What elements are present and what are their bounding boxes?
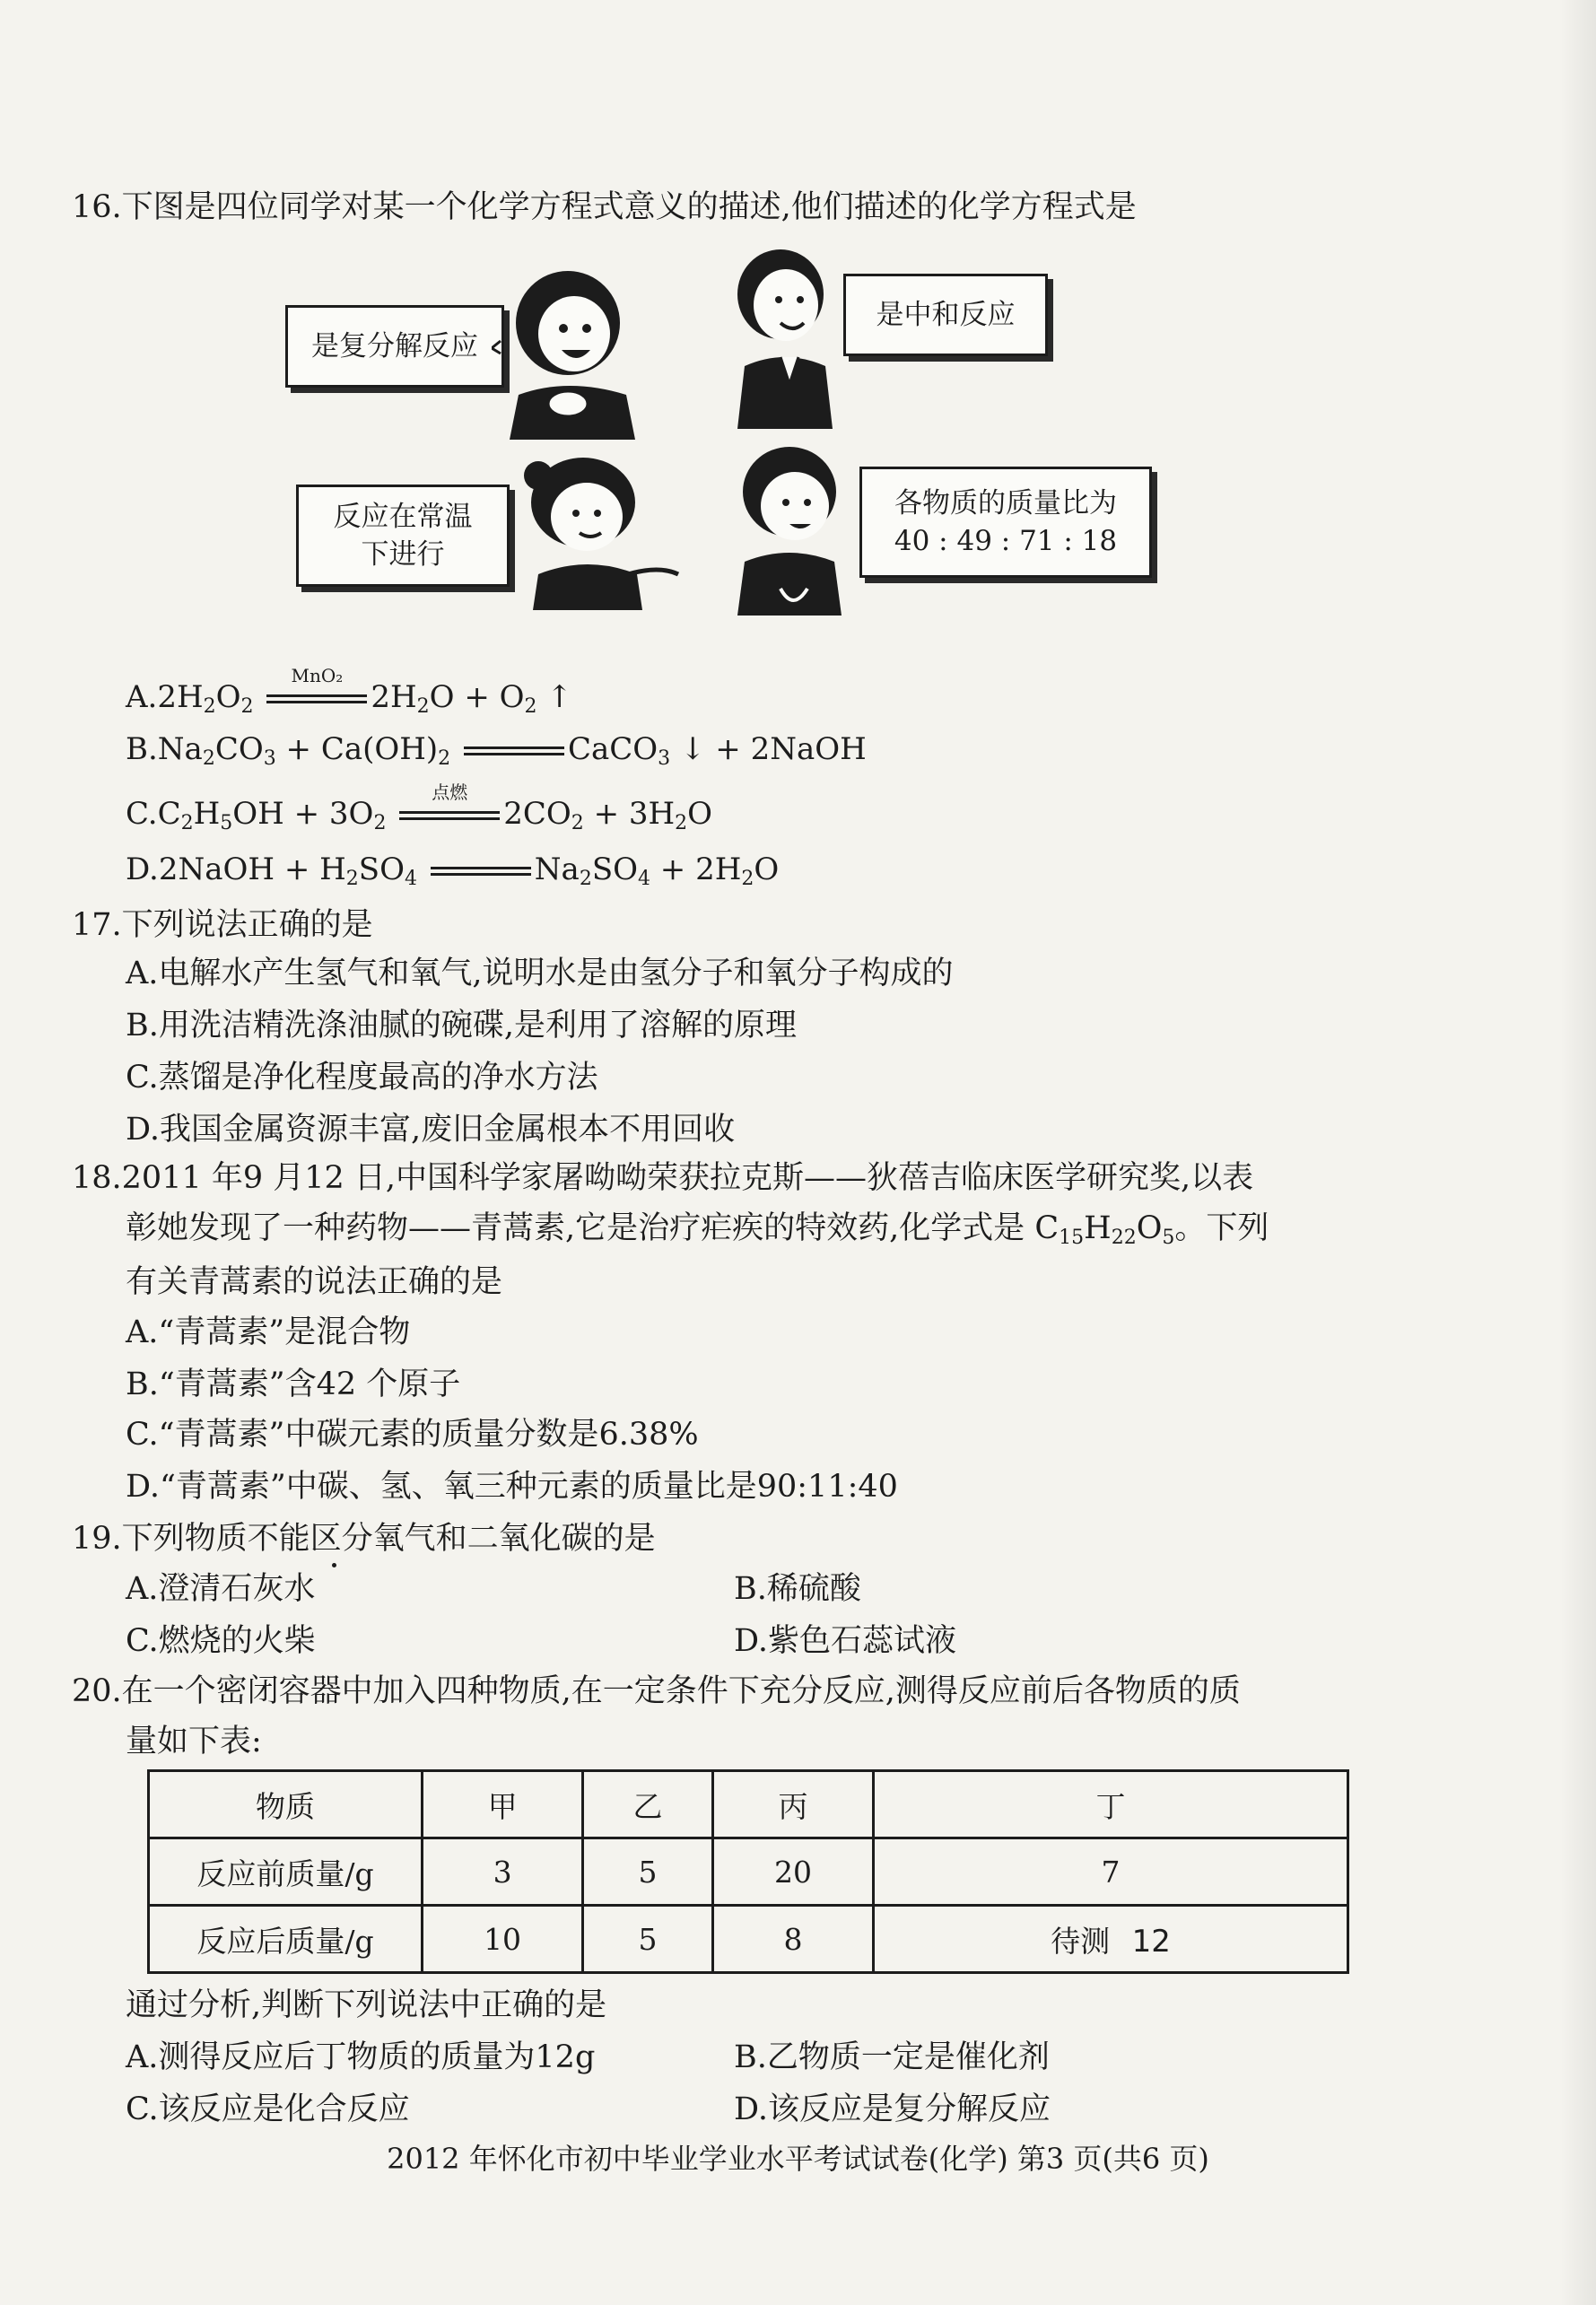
question-20-option-d: D.该反应是复分解反应: [734, 2091, 1051, 2127]
student-3-figure: [502, 440, 682, 610]
equals-sign: [427, 849, 535, 890]
table-header-cell: 丁: [874, 1771, 1348, 1838]
bubble-double-decomposition: [285, 305, 504, 388]
equals-sign-with-catalyst: MnO₂: [263, 677, 371, 718]
question-20-prompt: 通过分析,判断下列说法中正确的是: [126, 1987, 607, 2023]
table-cell: 7: [874, 1838, 1348, 1906]
question-19-option-d: D.紫色石蕊试液: [734, 1623, 956, 1659]
table-cell: 3: [423, 1838, 583, 1906]
scan-edge-shadow: [1560, 0, 1596, 2305]
question-17-option-a: A.电解水产生氢气和氧气,说明水是由氢分子和氧分子构成的: [126, 956, 954, 991]
question-18-line-3: 有关青蒿素的说法正确的是: [126, 1264, 503, 1300]
bubble-text-line-2: 40 : 49 : 71 : 18: [894, 525, 1118, 557]
question-18-option-b: B.“青蒿素”含42 个原子: [126, 1366, 461, 1402]
student-1-figure: [492, 260, 662, 440]
question-18-option-c: C.“青蒿素”中碳元素的质量分数是6.38%: [126, 1417, 699, 1453]
table-header-cell: 丙: [712, 1771, 873, 1838]
question-19-text: 19.下列物质不能区分氧气和二氧化碳的是: [72, 1521, 656, 1557]
question-16-text: 16.下图是四位同学对某一个化学方程式意义的描述,他们描述的化学方程式是: [72, 189, 1137, 225]
bubble-text-line-1: 反应在常温: [333, 501, 473, 533]
table-cell: 反应后质量/g: [149, 1906, 423, 1973]
table-cell: 反应前质量/g: [149, 1838, 423, 1906]
bubble-text-line-1: 各物质的质量比为: [894, 487, 1117, 519]
table-cell: 8: [712, 1906, 873, 1973]
question-18-option-a: A.“青蒿素”是混合物: [126, 1314, 411, 1350]
table-cell: 5: [583, 1838, 713, 1906]
question-18-line-1: 18.2011 年9 月12 日,中国科学家屠呦呦荣获拉克斯——狄蓓吉临床医学研究奖,以表: [72, 1160, 1254, 1196]
question-20-option-a: A.测得反应后丁物质的质量为12g: [126, 2039, 596, 2075]
bubble-text: 是复分解反应: [311, 330, 478, 362]
question-20-line-1: 20.在一个密闭容器中加入四种物质,在一定条件下充分反应,测得反应前后各物质的质: [72, 1673, 1241, 1709]
equals-sign-with-ignition: 点燃: [396, 793, 503, 834]
question-17-option-b: B.用洗洁精洗涤油腻的碗碟,是利用了溶解的原理: [126, 1008, 797, 1043]
table-row: [149, 1838, 1348, 1906]
question-16-option-a: $A.2H_2O_2$ MnO₂ $2H_2O + O_2$ ↑: [126, 665, 572, 718]
table-cell-pending: [874, 1906, 1348, 1973]
question-19-option-a: A.澄清石灰水: [126, 1571, 316, 1607]
mass-table: [147, 1769, 1349, 1974]
question-16-option-d: D.2NaOH + $H_2SO_4$ $Na_2SO_4 + 2H_2O$: [126, 849, 779, 900]
table-cell: 5: [583, 1906, 713, 1973]
question-20-option-b: B.乙物质一定是催化剂: [734, 2039, 1050, 2075]
bubble-neutralization: [843, 274, 1048, 356]
question-20-option-c: C.该反应是化合反应: [126, 2091, 410, 2127]
table-row: [149, 1906, 1348, 1973]
emphasis-dot: [332, 1563, 336, 1567]
bubble-room-temperature: [296, 485, 510, 587]
question-19-option-b: B.稀硫酸: [734, 1571, 861, 1607]
bubble-text: 是中和反应: [876, 299, 1016, 331]
question-17-option-c: C.蒸馏是净化程度最高的净水方法: [126, 1060, 598, 1096]
question-17-text: 17.下列说法正确的是: [72, 907, 373, 943]
pending-label: 待测: [1051, 1923, 1111, 1959]
question-16-option-b: $B.Na_2CO_3 + Ca(OH)_2$ CaCO$_3$ ↓ + 2NaOH: [126, 729, 867, 780]
student-2-figure: [718, 240, 852, 429]
question-18-option-d: D.“青蒿素”中碳、氢、氧三种元素的质量比是90:11:40: [126, 1469, 898, 1505]
student-4-figure: [718, 436, 861, 616]
table-header-row: [149, 1771, 1348, 1838]
table-header-cell: 甲: [423, 1771, 583, 1838]
table-header-cell: 物质: [149, 1771, 423, 1838]
equals-sign: [460, 729, 568, 770]
question-18-line-2: 彰她发现了一种药物——青蒿素,它是治疗疟疾的特效药,化学式是 $C_{15}H_{22}O_5$。下列: [126, 1210, 1269, 1249]
question-20-line-2: 量如下表:: [126, 1724, 262, 1759]
bubble-mass-ratio: [859, 467, 1152, 578]
question-19-option-c: C.燃烧的火柴: [126, 1623, 316, 1659]
page-footer: 2012 年怀化市初中毕业学业水平考试试卷(化学) 第3 页(共6 页): [387, 2142, 1209, 2176]
question-16-option-c: $C.C_2H_5OH + 3O_2$ 点燃 $2CO_2 + 3H_2O$: [126, 781, 713, 834]
bubble-text-line-2: 下进行: [361, 538, 445, 571]
table-cell: 10: [423, 1906, 583, 1973]
question-17-option-d: D.我国金属资源丰富,废旧金属根本不用回收: [126, 1112, 736, 1148]
table-cell: 20: [712, 1838, 873, 1906]
handwritten-answer: 12: [1131, 1923, 1171, 1960]
table-header-cell: 乙: [583, 1771, 713, 1838]
